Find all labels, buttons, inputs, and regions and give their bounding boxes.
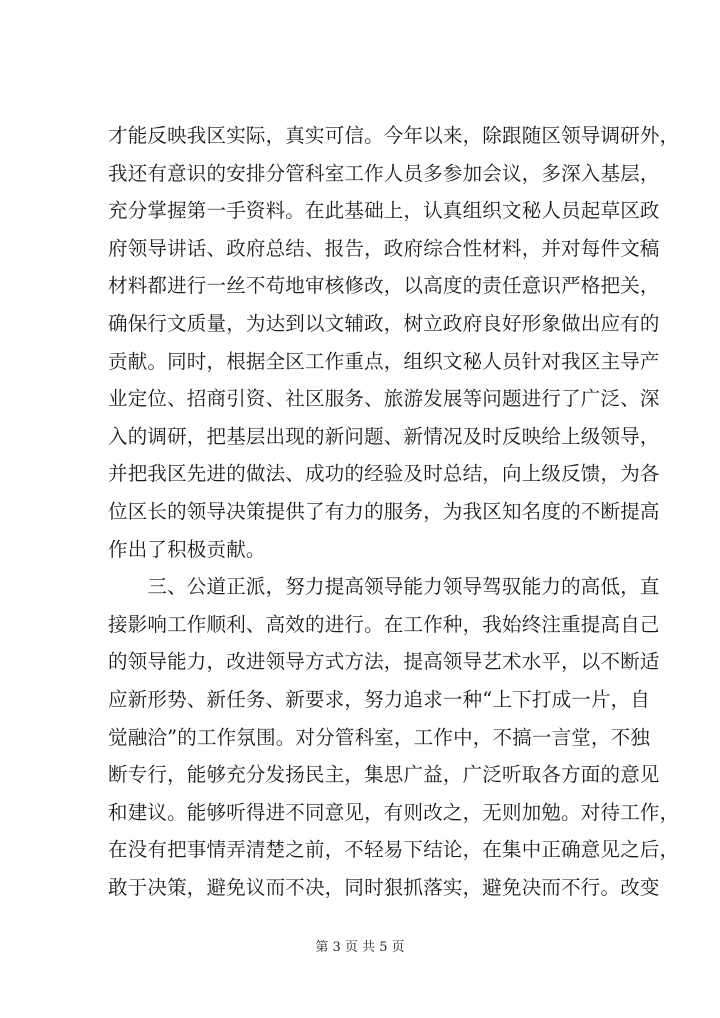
text-line: 府领导讲话、政府总结、报告，政府综合性材料，并对每件文稿 xyxy=(108,236,660,260)
body-text xyxy=(108,117,680,906)
text-line: 在没有把事情弄清楚之前，不轻易下结论，在集中正确意见之后， xyxy=(108,838,680,862)
text-line: 材料都进行一丝不苟地审核修改，以高度的责任意识严格把关， xyxy=(108,274,660,298)
text-line: 贡献。同时，根据全区工作重点，组织文秘人员针对我区主导产 xyxy=(108,349,660,373)
text-line: 应新形势、新任务、新要求，努力追求一种“上下打成一片，自 xyxy=(108,687,651,711)
page-footer xyxy=(0,938,720,958)
text-line: 作出了积极贡献。 xyxy=(108,537,266,561)
text-line: 并把我区先进的做法、成功的经验及时总结，向上级反馈，为各 xyxy=(108,462,660,486)
text-line: 和建议。能够听得进不同意见，有则改之，无则加勉。对待工作， xyxy=(108,800,680,824)
text-line: 接影响工作顺利、高效的进行。在工作种，我始终注重提高自己 xyxy=(108,612,660,636)
text-line: 入的调研，把基层出现的新问题、新情况及时反映给上级领导， xyxy=(108,424,660,448)
text-line: 的领导能力，改进领导方式方法，提高领导艺术水平，以不断适 xyxy=(108,650,660,674)
text-line: 充分掌握第一手资料。在此基础上，认真组织文秘人员起草区政 xyxy=(108,199,660,223)
section-heading-line: 三、公道正派，努力提高领导能力领导驾驭能力的高低，直 xyxy=(108,575,660,599)
text-line: 敢于决策，避免议而不决，同时狠抓落实，避免决而不行。改变 xyxy=(108,875,660,899)
text-line: 才能反映我区实际，真实可信。今年以来，除跟随区领导调研外， xyxy=(108,124,680,147)
text-line: 觉融洽”的工作氛围。对分管科室，工作中，不搞一言堂，不独 xyxy=(108,725,651,749)
text-line: 我还有意识的安排分管科室工作人员多参加会议，多深入基层， xyxy=(108,161,660,185)
text-line: 断专行，能够充分发扬民主，集思广益，广泛听取各方面的意见 xyxy=(108,763,660,787)
page-number: 第 3 页 共 5 页 xyxy=(315,940,405,955)
text-line: 位区长的领导决策提供了有力的服务，为我区知名度的不断提高 xyxy=(108,499,660,523)
text-line: 确保行文质量，为达到以文辅政，树立政府良好形象做出应有的 xyxy=(108,311,660,335)
text-line: 业定位、招商引资、社区服务、旅游发展等问题进行了广泛、深 xyxy=(108,387,660,411)
